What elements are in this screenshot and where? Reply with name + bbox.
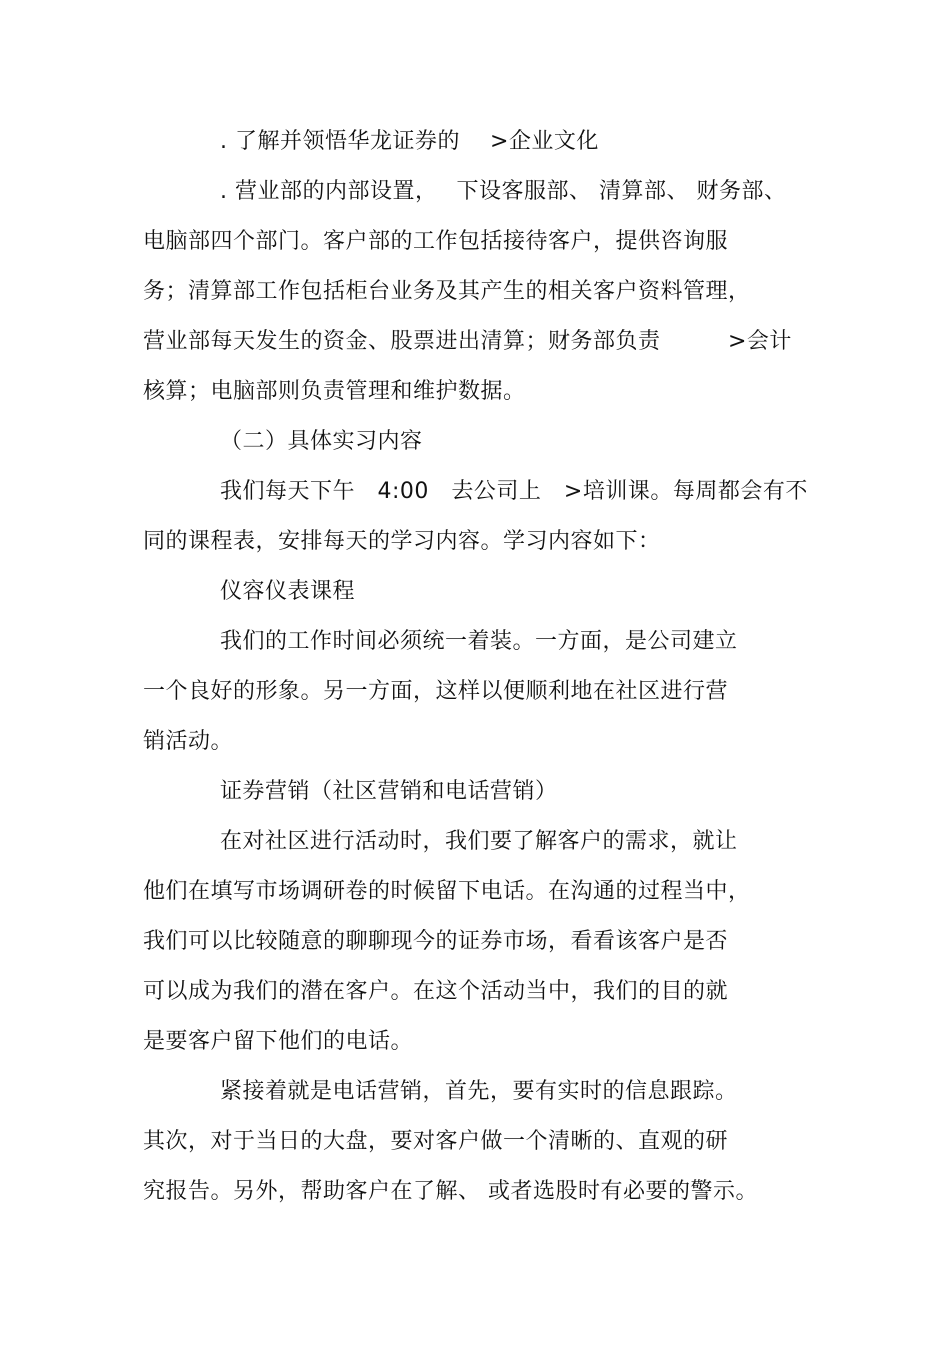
- text-line: 其次，对于当日的大盘，要对客户做一个清晰的、直观的研: [143, 1129, 729, 1154]
- text-line: 他们在填写市场调研卷的时候留下电话。在沟通的过程当中，: [143, 879, 751, 904]
- text-line: 我们每天下午 4:00 去公司上 >培训课。每周都会有不: [220, 479, 808, 504]
- subsection-heading: 证券营销（社区营销和电话营销）: [220, 779, 558, 804]
- text-line: 我们可以比较随意的聊聊现今的证券市场，看看该客户是否: [143, 929, 729, 954]
- text-line: 紧接着就是电话营销，首先，要有实时的信息跟踪。: [220, 1079, 738, 1104]
- text-line: . 营业部的内部设置， 下设客服部、 清算部、 财务部、: [220, 179, 787, 204]
- text-line: 一个良好的形象。另一方面，这样以便顺利地在社区进行营: [143, 679, 729, 704]
- section-heading: （二）具体实习内容: [220, 429, 423, 454]
- text-line: 在对社区进行活动时，我们要了解客户的需求，就让: [220, 829, 738, 854]
- text-line: 我们的工作时间必须统一着装。一方面，是公司建立: [220, 629, 738, 654]
- text-line: 是要客户留下他们的电话。: [143, 1029, 414, 1054]
- text-line: 可以成为我们的潜在客户。在这个活动当中，我们的目的就: [143, 979, 729, 1004]
- subsection-heading: 仪容仪表课程: [220, 579, 356, 604]
- text-line: 务；清算部工作包括柜台业务及其产生的相关客户资料管理，: [143, 279, 751, 304]
- text-line: 销活动。: [143, 729, 234, 754]
- text-line: 究报告。另外，帮助客户在了解、 或者选股时有必要的警示。: [143, 1179, 758, 1204]
- text-line: 电脑部四个部门。客户部的工作包括接待客户，提供咨询服: [143, 229, 729, 254]
- text-line: 核算；电脑部则负责管理和维护数据。: [143, 379, 526, 404]
- text-line: 营业部每天发生的资金、股票进出清算；财务部负责 >会计: [143, 329, 792, 354]
- text-line: 同的课程表，安排每天的学习内容。学习内容如下：: [143, 529, 661, 554]
- text-line: . 了解并领悟华龙证券的 >企业文化: [220, 129, 599, 154]
